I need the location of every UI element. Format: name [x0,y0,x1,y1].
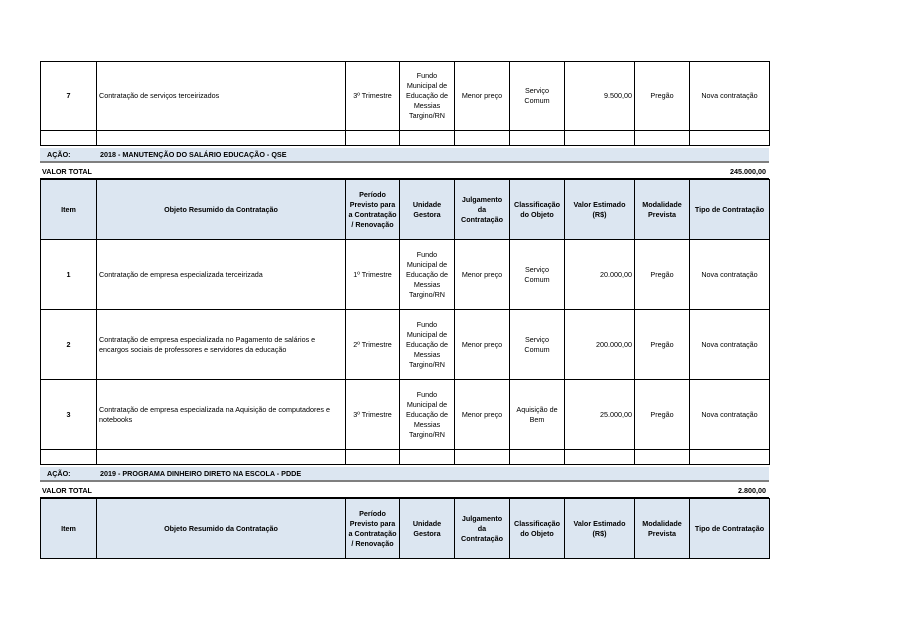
judgment: Menor preço [455,62,510,131]
header-judgment: Julgamento da Contratação [455,180,510,240]
table-header [41,180,770,240]
total-amount: 245.000,00 [730,167,766,176]
header-type: Tipo de Contratação [690,180,770,240]
contract-type: Nova contratação [690,380,770,450]
header-value: Valor Estimado (R$) [565,180,635,240]
action-label: AÇÃO: [47,150,71,159]
table-row [41,240,770,310]
header-period: Período Previsto para a Contratação / Renovação [346,180,400,240]
action-bar-2019 [40,467,769,482]
period: 3º Trimestre [346,380,400,450]
action-bar-2018 [40,148,769,163]
modality: Pregão [635,380,690,450]
managing-unit: Fundo Municipal de Educação de Messias Targino/RN [400,240,455,310]
item-number: 7 [41,62,97,131]
action-label: AÇÃO: [47,469,71,478]
procurement-plan-page [40,61,769,559]
period: 2º Trimestre [346,310,400,380]
item-number: 1 [41,240,97,310]
managing-unit: Fundo Municipal de Educação de Messias Targino/RN [400,380,455,450]
total-value-bar [40,165,769,179]
managing-unit: Fundo Municipal de Educação de Messias Targino/RN [400,62,455,131]
total-label: VALOR TOTAL [42,486,92,495]
modality: Pregão [635,240,690,310]
header-object: Objeto Resumido da Contratação [97,180,346,240]
estimated-value: 25.000,00 [565,380,635,450]
item-number: 3 [41,380,97,450]
estimated-value: 20.000,00 [565,240,635,310]
header-unit: Unidade Gestora [400,180,455,240]
header-modality: Modalidade Prevista [635,499,690,559]
object-description: Contratação de empresa especializada no Pagamento de salários e encargos sociais de professores e servidores da educação [97,310,346,380]
classification: Aquisição de Bem [510,380,565,450]
header-classification: Classificação do Objeto [510,180,565,240]
top-continuation-table [40,61,770,146]
estimated-value: 9.500,00 [565,62,635,131]
contract-type: Nova contratação [690,310,770,380]
judgment: Menor preço [455,380,510,450]
table-row [41,62,770,131]
modality: Pregão [635,62,690,131]
table-header [41,499,770,559]
section2-table [40,498,770,559]
empty-row [41,131,770,146]
estimated-value: 200.000,00 [565,310,635,380]
header-item: Item [41,499,97,559]
section1-table [40,179,770,465]
table-row [41,380,770,450]
object-description: Contratação de empresa especializada terceirizada [97,240,346,310]
period: 3º Trimestre [346,62,400,131]
modality: Pregão [635,310,690,380]
header-object: Objeto Resumido da Contratação [97,499,346,559]
header-period: Período Previsto para a Contratação / Renovação [346,499,400,559]
judgment: Menor preço [455,310,510,380]
object-description: Contratação de empresa especializada na Aquisição de computadores e notebooks [97,380,346,450]
classification: Serviço Comum [510,62,565,131]
header-value: Valor Estimado (R$) [565,499,635,559]
header-modality: Modalidade Prevista [635,180,690,240]
total-label: VALOR TOTAL [42,167,92,176]
table-row [41,310,770,380]
classification: Serviço Comum [510,310,565,380]
header-type: Tipo de Contratação [690,499,770,559]
managing-unit: Fundo Municipal de Educação de Messias Targino/RN [400,310,455,380]
contract-type: Nova contratação [690,240,770,310]
action-title: 2019 - PROGRAMA DINHEIRO DIRETO NA ESCOLA - PDDE [100,469,302,478]
contract-type: Nova contratação [690,62,770,131]
empty-row [41,450,770,465]
header-classification: Classificação do Objeto [510,499,565,559]
header-unit: Unidade Gestora [400,499,455,559]
total-amount: 2.800,00 [738,486,766,495]
action-title: 2018 - MANUTENÇÃO DO SALÁRIO EDUCAÇÃO - QSE [100,150,287,159]
classification: Serviço Comum [510,240,565,310]
item-number: 2 [41,310,97,380]
judgment: Menor preço [455,240,510,310]
header-item: Item [41,180,97,240]
period: 1º Trimestre [346,240,400,310]
total-value-bar [40,484,769,498]
header-judgment: Julgamento da Contratação [455,499,510,559]
object-description: Contratação de serviços terceirizados [97,62,346,131]
